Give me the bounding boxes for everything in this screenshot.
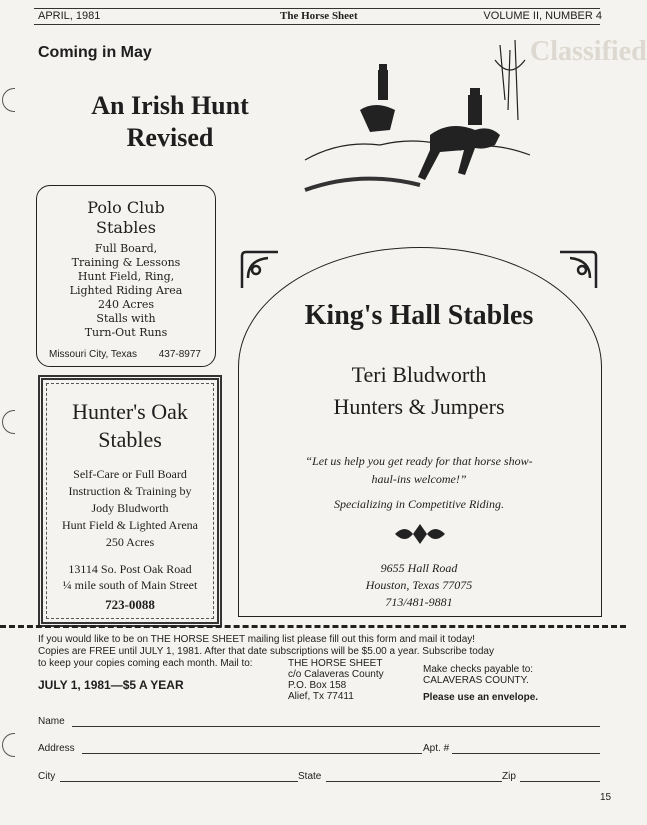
city-label: City (38, 771, 56, 782)
rider-hat (470, 88, 480, 96)
kings-hall-tagline: Hunters & Jumpers (333, 394, 505, 419)
polo-feature: Stalls with (96, 312, 156, 325)
form-intro-line2: Copies are FREE until JULY 1, 1981. After that date subscriptions will be $5.00 a year. Subscribe today (38, 646, 494, 657)
checks-line1: Make checks payable to: (423, 664, 534, 675)
kings-hall-phone: 713/481-9881 (385, 595, 453, 609)
hunters-oak-ad (38, 375, 222, 627)
mail-to-line: c/o Calaveras County (288, 669, 384, 680)
corner-ornament-right-icon (556, 248, 600, 292)
second-rider-hat (379, 64, 387, 71)
kings-hall-quote-line1: “Let us help you get ready for that horse show- (305, 454, 533, 468)
polo-feature: 240 Acres (97, 298, 154, 311)
hunt-illustration (300, 40, 540, 230)
polo-feature: Training & Lessons (71, 256, 181, 269)
fleuron-ornament-icon (393, 522, 447, 546)
rider-figure (468, 95, 482, 125)
mail-to-address (288, 658, 384, 702)
binder-hole (2, 88, 15, 112)
polo-feature: Full Board, (94, 242, 158, 255)
hunters-oak-feature: 250 Acres (105, 535, 155, 549)
polo-feature: Turn-Out Runs (84, 326, 168, 339)
name-label: Name (38, 716, 65, 727)
hunters-oak-phone: 723-0088 (105, 597, 155, 612)
hunters-oak-address-line1: 13114 So. Post Oak Road (68, 562, 192, 576)
kings-hall-quote (238, 452, 600, 488)
background-heading: Classified (530, 36, 647, 67)
polo-club-ad (36, 185, 216, 367)
second-rider (378, 70, 388, 100)
zip-field[interactable] (520, 781, 600, 782)
form-intro-line1: If you would like to be on THE HORSE SHEET mailing list please fill out this form and mail it today! (38, 634, 476, 645)
zip-label: Zip (502, 771, 516, 782)
address-label: Address (38, 743, 75, 754)
polo-phone: 437-8977 (158, 349, 201, 360)
name-field[interactable] (72, 726, 600, 727)
kings-hall-title: King's Hall Stables (304, 300, 534, 331)
hunters-oak-feature: Hunt Field & Lighted Arena (62, 518, 198, 532)
hunters-oak-feature: Instruction & Training by (68, 484, 192, 498)
hunters-oak-feature: Self-Care or Full Board (73, 467, 187, 481)
polo-title-line2: Stables (96, 218, 156, 237)
page-number: 15 (600, 792, 612, 803)
state-label: State (298, 771, 322, 782)
header-top-rule (34, 8, 600, 9)
city-field[interactable] (60, 781, 298, 782)
publication-title: The Horse Sheet (280, 10, 358, 22)
kings-hall-address2: Houston, Texas 77075 (365, 578, 473, 592)
checks-payable (423, 664, 533, 686)
mail-to-line: Alief, Tx 77411 (288, 691, 354, 702)
envelope-note: Please use an envelope. (423, 692, 539, 703)
cut-line (0, 625, 626, 628)
feature-title-line1: An Irish Hunt (91, 91, 249, 120)
hunters-oak-feature: Jody Bludworth (91, 501, 169, 515)
subscription-price: JULY 1, 1981—$5 A YEAR (38, 678, 184, 692)
mail-to-line: THE HORSE SHEET (288, 658, 383, 669)
second-horse (360, 105, 395, 132)
kings-hall-specializing: Specializing in Competitive Riding. (334, 497, 504, 511)
state-field[interactable] (326, 781, 502, 782)
hunters-oak-title-line1: Hunter's Oak (72, 399, 188, 424)
issue-date: APRIL, 1981 (38, 10, 101, 22)
polo-feature: Hunt Field, Ring, (77, 270, 175, 283)
hunters-oak-address-line2: ¼ mile south of Main Street (62, 578, 198, 592)
checks-line2: CALAVERAS COUNTY. (423, 675, 529, 686)
horse-silhouette (418, 126, 500, 180)
kings-hall-quote-line2: haul-ins welcome!” (371, 472, 467, 486)
tree-branches (495, 40, 525, 120)
feature-title (70, 90, 270, 154)
feature-title-line2: Revised (126, 123, 214, 152)
polo-feature: Lighted Riding Area (69, 284, 183, 297)
hill-outline (305, 141, 530, 160)
coming-label: Coming in May (38, 44, 152, 61)
polo-features (37, 242, 215, 340)
hunters-oak-title-line2: Stables (98, 427, 162, 452)
issue-volume: VOLUME II, NUMBER 4 (483, 10, 602, 22)
header-bottom-rule (34, 24, 600, 25)
binder-hole (2, 733, 15, 757)
address-field[interactable] (82, 753, 422, 754)
kings-hall-address (238, 560, 600, 611)
binder-hole (2, 410, 15, 434)
hunters-oak-features (43, 466, 217, 551)
form-intro-line3: to keep your copies coming each month. Mail to: (38, 658, 253, 669)
kings-hall-owner: Teri Bludworth (351, 362, 487, 387)
polo-title-line1: Polo Club (87, 198, 165, 217)
apt-label: Apt. # (423, 743, 450, 754)
hedge-line (305, 179, 420, 190)
kings-hall-address1: 9655 Hall Road (380, 561, 458, 575)
apt-field[interactable] (452, 753, 600, 754)
polo-location: Missouri City, Texas (49, 349, 137, 360)
mail-to-line: P.O. Box 158 (288, 680, 347, 691)
corner-ornament-left-icon (238, 248, 282, 292)
